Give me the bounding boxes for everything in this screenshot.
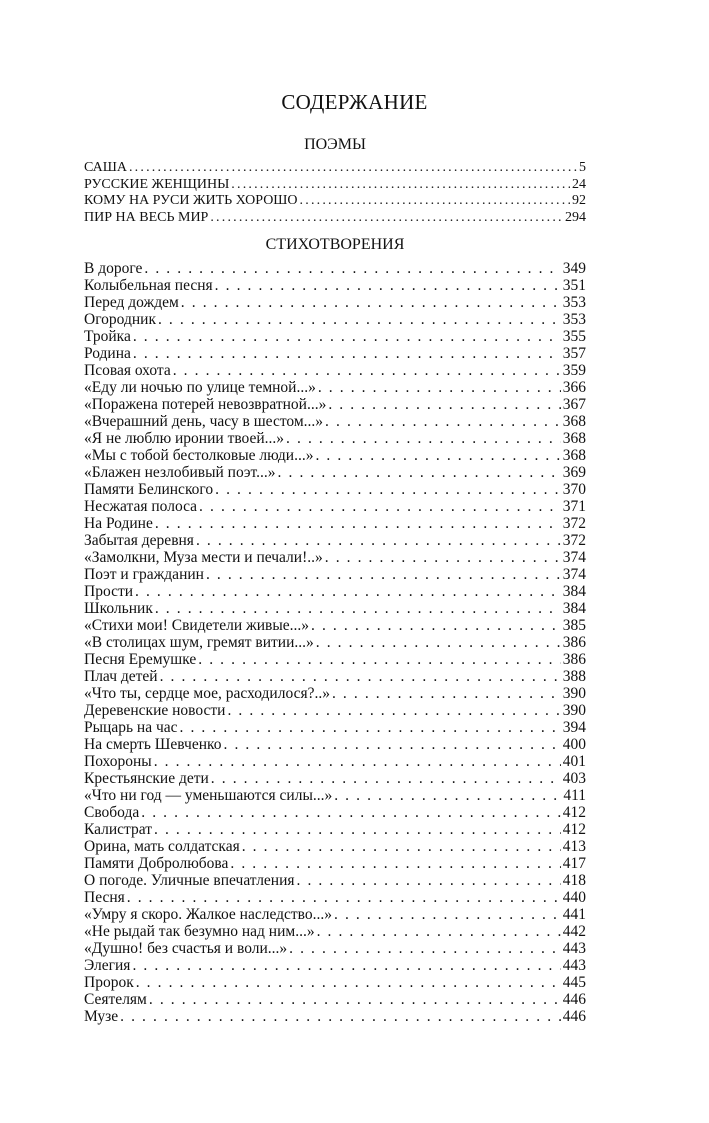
toc-entry-title: Песня xyxy=(84,889,125,906)
dot-leader xyxy=(135,583,561,600)
toc-entry xyxy=(84,940,586,957)
dot-leader xyxy=(289,940,561,957)
toc-entry xyxy=(84,260,586,277)
toc-entry-title: «Еду ли ночью по улице темной...» xyxy=(84,379,316,396)
toc-entry-page-number: 384 xyxy=(562,600,586,617)
toc-entry-page-number: 401 xyxy=(562,753,586,770)
toc-entry-page-number: 353 xyxy=(562,294,586,311)
toc-entry-title: В дороге xyxy=(84,260,143,277)
toc-entry-title: На смерть Шевченко xyxy=(84,736,222,753)
dot-leader xyxy=(230,855,560,872)
toc-list-poetry xyxy=(84,260,586,1025)
toc-entry-title: «Поражена потерей невозвратной...» xyxy=(84,396,327,413)
dot-leader xyxy=(325,549,561,566)
toc-entry xyxy=(84,872,586,889)
toc-entry xyxy=(84,362,586,379)
toc-entry xyxy=(84,787,586,804)
dot-leader xyxy=(297,872,561,889)
toc-entry xyxy=(84,889,586,906)
section-heading-poems: ПОЭМЫ xyxy=(304,136,366,153)
toc-entry xyxy=(84,515,586,532)
toc-entry xyxy=(84,668,586,685)
dot-leader xyxy=(334,787,561,804)
toc-entry-title: Музе xyxy=(84,1008,119,1025)
page-title: СОДЕРЖАНИЕ xyxy=(281,90,428,114)
toc-entry-title: «Я не люблю иронии твоей...» xyxy=(84,430,285,447)
toc-entry-page-number: 390 xyxy=(562,702,586,719)
toc-entry-title: Родина xyxy=(84,345,131,362)
toc-entry-page-number: 384 xyxy=(562,583,586,600)
toc-entry-page-number: 371 xyxy=(562,498,586,515)
toc-entry-title: Перед дождем xyxy=(84,294,179,311)
toc-entry-title: ПИР НА ВЕСЬ МИР xyxy=(84,209,209,225)
dot-leader xyxy=(224,736,561,753)
toc-entry xyxy=(84,160,586,177)
dot-leader xyxy=(278,464,561,481)
toc-entry xyxy=(84,379,586,396)
toc-entry-page-number: 441 xyxy=(562,906,586,923)
dot-leader xyxy=(211,770,561,787)
dot-leader xyxy=(198,651,560,668)
toc-entry-page-number: 24 xyxy=(572,176,586,192)
toc-entry-page-number: 359 xyxy=(562,362,586,379)
toc-entry-title: Калистрат xyxy=(84,821,153,838)
dot-leader xyxy=(311,617,561,634)
dot-leader xyxy=(154,821,561,838)
toc-entry-page-number: 351 xyxy=(562,277,586,294)
dot-leader xyxy=(334,906,561,923)
toc-entry xyxy=(84,804,586,821)
toc-entry-title: Элегия xyxy=(84,957,131,974)
toc-entry-page-number: 445 xyxy=(562,974,586,991)
dot-leader xyxy=(199,498,561,515)
toc-entry-title: Похороны xyxy=(84,753,152,770)
toc-entry-page-number: 374 xyxy=(562,566,586,583)
toc-entry-page-number: 442 xyxy=(562,923,586,940)
toc-entry-page-number: 368 xyxy=(562,430,586,447)
toc-entry-title: Крестьянские дети xyxy=(84,770,209,787)
toc-entry xyxy=(84,685,586,702)
toc-entry-page-number: 92 xyxy=(572,193,586,208)
dot-leader xyxy=(180,719,561,736)
toc-entry-title: Колыбельная песня xyxy=(84,277,213,294)
toc-entry-title: О погоде. Уличные впечатления xyxy=(84,872,295,889)
toc-entry-title: Песня Еремушке xyxy=(84,651,197,668)
toc-entry-title: Забытая деревня xyxy=(84,532,194,549)
toc-entry-page-number: 446 xyxy=(562,1008,586,1025)
dot-leader xyxy=(160,668,561,685)
toc-entry-title: «Блажен незлобивый поэт...» xyxy=(84,464,276,481)
toc-entry-title: Рыцарь на час xyxy=(84,719,178,736)
toc-entry-title: Прости xyxy=(84,583,134,600)
toc-entry xyxy=(84,855,586,872)
toc-entry xyxy=(84,583,586,600)
toc-entry xyxy=(84,345,586,362)
dot-leader xyxy=(173,362,561,379)
toc-entry-page-number: 412 xyxy=(562,821,586,838)
dot-leader xyxy=(227,702,560,719)
toc-entry xyxy=(84,311,586,328)
toc-entry xyxy=(84,566,586,583)
dot-leader xyxy=(133,345,561,362)
toc-entry-page-number: 349 xyxy=(562,260,586,277)
toc-entry xyxy=(84,617,586,634)
toc-entry xyxy=(84,770,586,787)
toc-entry xyxy=(84,532,586,549)
toc-entry-page-number: 394 xyxy=(562,719,586,736)
toc-entry-title: КОМУ НА РУСИ ЖИТЬ ХОРОШО xyxy=(84,193,298,208)
section-heading-poetry: СТИХОТВОРЕНИЯ xyxy=(265,236,405,253)
toc-entry xyxy=(84,481,586,498)
toc-entry-page-number: 368 xyxy=(562,447,586,464)
toc-entry xyxy=(84,974,586,991)
toc-entry-page-number: 443 xyxy=(562,940,586,957)
toc-entry-title: «В столицах шум, гремят витии...» xyxy=(84,634,314,651)
toc-entry xyxy=(84,464,586,481)
toc-entry-page-number: 366 xyxy=(562,379,586,396)
toc-entry-title: Свобода xyxy=(84,804,140,821)
toc-entry-title: «Стихи мои! Свидетели живые...» xyxy=(84,617,310,634)
dot-leader xyxy=(332,685,561,702)
toc-entry xyxy=(84,736,586,753)
toc-entry-page-number: 400 xyxy=(562,736,586,753)
dot-leader xyxy=(242,838,561,855)
dot-leader xyxy=(158,311,561,328)
dot-leader xyxy=(154,753,561,770)
toc-entry xyxy=(84,923,586,940)
toc-entry-title: Орина, мать солдатская xyxy=(84,838,240,855)
toc-entry-title: Тройка xyxy=(84,328,131,345)
toc-entry xyxy=(84,447,586,464)
toc-entry-title: Памяти Добролюбова xyxy=(84,855,229,872)
toc-entry xyxy=(84,277,586,294)
dot-leader xyxy=(206,566,561,583)
toc-entry xyxy=(84,719,586,736)
toc-entry xyxy=(84,651,586,668)
toc-entry-title: Памяти Белинского xyxy=(84,481,214,498)
toc-entry xyxy=(84,753,586,770)
toc-entry-title: «Душно! без счастья и воли...» xyxy=(84,940,288,957)
toc-entry xyxy=(84,991,586,1008)
dot-leader xyxy=(317,923,561,940)
dot-leader xyxy=(315,447,560,464)
toc-entry-title: На Родине xyxy=(84,515,153,532)
toc-entry-title: САША xyxy=(84,160,127,175)
toc-entry-page-number: 5 xyxy=(579,160,586,175)
dot-leader xyxy=(155,515,561,532)
toc-entry-title: «Не рыдай так безумно над ним...» xyxy=(84,923,315,940)
toc-entry-page-number: 411 xyxy=(563,787,586,804)
toc-entry-title: Сеятелям xyxy=(84,991,147,1008)
toc-entry-page-number: 440 xyxy=(562,889,586,906)
toc-entry-title: Огородник xyxy=(84,311,156,328)
toc-entry-title: Деревенские новости xyxy=(84,702,226,719)
dot-leader xyxy=(132,957,560,974)
dot-leader xyxy=(155,600,561,617)
toc-entry-page-number: 355 xyxy=(562,328,586,345)
toc-entry-page-number: 443 xyxy=(562,957,586,974)
toc-entry-title: «Мы с тобой бестолковые люди...» xyxy=(84,447,314,464)
dot-leader xyxy=(127,889,561,906)
toc-entry-page-number: 369 xyxy=(562,464,586,481)
toc-entry-page-number: 403 xyxy=(562,770,586,787)
toc-entry xyxy=(84,396,586,413)
toc-entry xyxy=(84,821,586,838)
toc-entry-page-number: 385 xyxy=(562,617,586,634)
toc-entry xyxy=(84,600,586,617)
toc-entry-page-number: 390 xyxy=(562,685,586,702)
toc-entry-page-number: 386 xyxy=(562,634,586,651)
dot-leader xyxy=(325,413,561,430)
toc-entry-page-number: 372 xyxy=(562,515,586,532)
toc-entry-title: Псовая охота xyxy=(84,362,171,379)
toc-entry-page-number: 374 xyxy=(562,549,586,566)
dot-leader xyxy=(215,277,561,294)
dot-leader xyxy=(231,177,570,194)
toc-entry-title: РУССКИЕ ЖЕНЩИНЫ xyxy=(84,176,230,192)
dot-leader xyxy=(144,260,560,277)
dot-leader xyxy=(181,294,561,311)
toc-entry-page-number: 412 xyxy=(562,804,586,821)
toc-entry-title: Несжатая полоса xyxy=(84,498,198,515)
toc-entry xyxy=(84,702,586,719)
dot-leader xyxy=(316,634,561,651)
toc-entry xyxy=(84,838,586,855)
toc-entry-page-number: 367 xyxy=(562,396,586,413)
dot-leader xyxy=(149,991,561,1008)
dot-leader xyxy=(318,379,561,396)
toc-entry xyxy=(84,549,586,566)
toc-entry-title: Пророк xyxy=(84,974,134,991)
toc-entry-title: «Умру я скоро. Жалкое наследство...» xyxy=(84,906,332,923)
dot-leader xyxy=(136,974,561,991)
toc-entry xyxy=(84,328,586,345)
toc-entry-title: «Что ни год — уменьшаются силы...» xyxy=(84,787,333,804)
toc-entry-page-number: 388 xyxy=(562,668,586,685)
toc-entry xyxy=(84,906,586,923)
dot-leader xyxy=(300,193,570,210)
toc-entry xyxy=(84,413,586,430)
dot-leader xyxy=(120,1008,561,1025)
toc-entry-page-number: 370 xyxy=(562,481,586,498)
toc-entry xyxy=(84,177,586,194)
toc-entry xyxy=(84,193,586,210)
toc-entry-page-number: 417 xyxy=(562,855,586,872)
dot-leader xyxy=(196,532,561,549)
toc-entry-title: Поэт и гражданин xyxy=(84,566,204,583)
toc-entry-page-number: 446 xyxy=(562,991,586,1008)
toc-entry-page-number: 413 xyxy=(562,838,586,855)
toc-entry xyxy=(84,430,586,447)
toc-entry xyxy=(84,1008,586,1025)
toc-list-poems xyxy=(84,160,586,226)
dot-leader xyxy=(286,430,561,447)
toc-entry-page-number: 372 xyxy=(562,532,586,549)
dot-leader xyxy=(129,160,577,177)
toc-entry-page-number: 368 xyxy=(562,413,586,430)
toc-entry xyxy=(84,957,586,974)
toc-entry xyxy=(84,210,586,227)
dot-leader xyxy=(215,481,561,498)
dot-leader xyxy=(328,396,560,413)
toc-entry xyxy=(84,294,586,311)
toc-entry-page-number: 294 xyxy=(565,209,586,225)
toc-entry-page-number: 357 xyxy=(562,345,586,362)
toc-entry-title: Плач детей xyxy=(84,668,158,685)
dot-leader xyxy=(210,210,563,227)
toc-entry xyxy=(84,634,586,651)
toc-entry-title: «Замолкни, Муза мести и печали!..» xyxy=(84,549,323,566)
toc-entry-title: Школьник xyxy=(84,600,153,617)
dot-leader xyxy=(141,804,560,821)
toc-entry-title: «Что ты, сердце мое, расходилося?..» xyxy=(84,685,330,702)
toc-entry-page-number: 418 xyxy=(562,872,586,889)
toc-entry xyxy=(84,498,586,515)
toc-entry-title: «Вчерашний день, часу в шестом...» xyxy=(84,413,324,430)
toc-entry-page-number: 353 xyxy=(562,311,586,328)
toc-entry-page-number: 386 xyxy=(562,651,586,668)
dot-leader xyxy=(133,328,561,345)
